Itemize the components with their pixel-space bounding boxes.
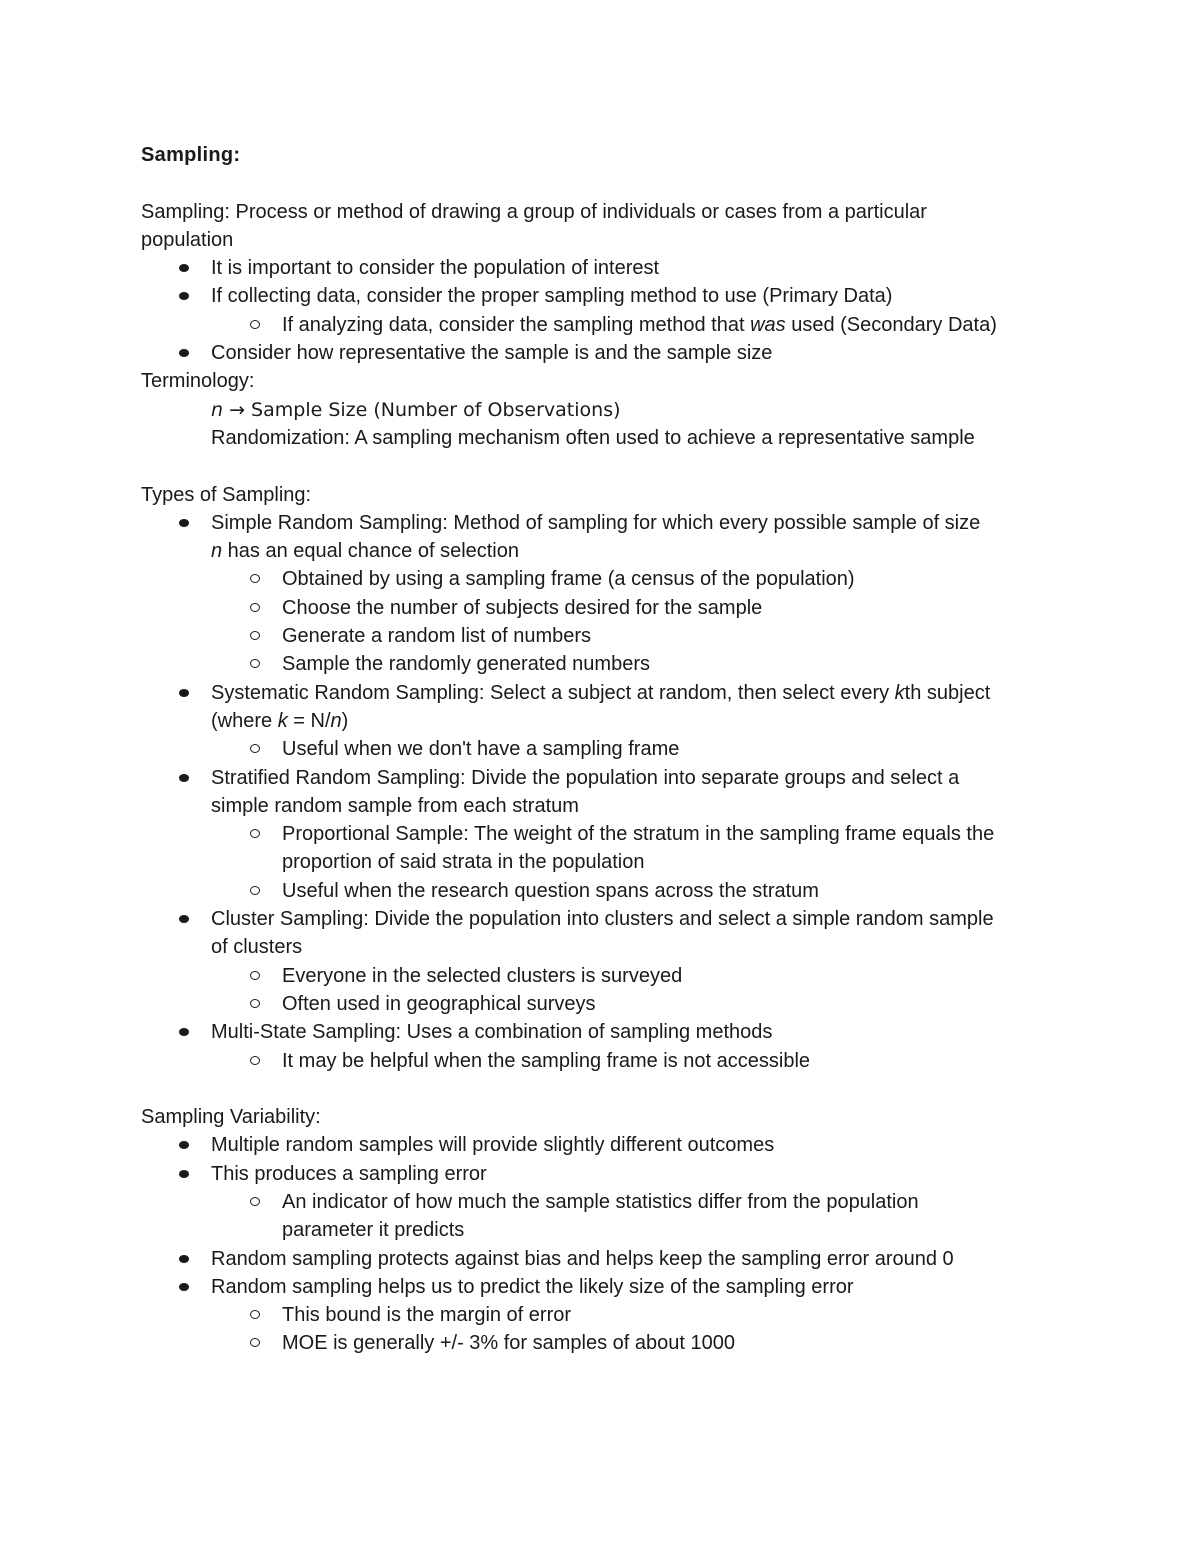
blank-line: [141, 1075, 1071, 1103]
bullet-icon: [179, 774, 189, 782]
sub-list-item: Often used in geographical surveys: [141, 990, 1071, 1018]
intro-definition-line-2: population: [141, 228, 234, 251]
sub-list-item: Proportional Sample: The weight of the stratum in the sampling frame equals the: [141, 820, 1071, 848]
bullet-icon: [179, 1255, 189, 1263]
bullet-icon: [179, 1028, 189, 1036]
sub-list-item: MOE is generally +/- 3% for samples of about 1000: [141, 1329, 1071, 1357]
sub-list-item: This bound is the margin of error: [141, 1301, 1071, 1329]
list-item: Simple Random Sampling: Method of sampling for which every possible sample of size: [141, 509, 1071, 537]
sub-list-item: Sample the randomly generated numbers: [141, 650, 1071, 678]
terminology-n: n → Sample Size (Number of Observations): [211, 398, 621, 421]
page-title: Sampling:: [141, 144, 241, 166]
bullet-icon: [179, 1141, 189, 1149]
list-item: Systematic Random Sampling: Select a subject at random, then select every kth subject: [141, 679, 1071, 707]
hollow-bullet-icon: [250, 603, 260, 612]
bullet-icon: [179, 519, 189, 527]
sub-list-item: Obtained by using a sampling frame (a census of the population): [141, 565, 1071, 593]
list-item: This produces a sampling error: [141, 1160, 1071, 1188]
sub-list-item: Useful when the research question spans across the stratum: [141, 877, 1071, 905]
terminology-randomization: Randomization: A sampling mechanism often used to achieve a representative sample: [211, 426, 975, 449]
types-heading: Types of Sampling:: [141, 483, 312, 506]
bullet-icon: [179, 349, 189, 357]
bullet-icon: [179, 689, 189, 697]
hollow-bullet-icon: [250, 659, 260, 668]
sub-list-item: It may be helpful when the sampling frame is not accessible: [141, 1047, 1071, 1075]
variability-heading: Sampling Variability:: [141, 1106, 321, 1129]
hollow-bullet-icon: [250, 1056, 260, 1065]
hollow-bullet-icon: [250, 829, 260, 838]
list-item: Multiple random samples will provide slightly different outcomes: [141, 1131, 1071, 1159]
list-item-continuation: (where k = N/n): [211, 709, 349, 732]
bullet-icon: [179, 915, 189, 923]
sub-list-item: An indicator of how much the sample statistics differ from the population: [141, 1188, 1071, 1216]
hollow-bullet-icon: [250, 320, 260, 329]
terminology-heading: Terminology:: [141, 370, 255, 393]
hollow-bullet-icon: [250, 574, 260, 583]
bullet-icon: [179, 1283, 189, 1291]
document-body: [141, 141, 1071, 1358]
list-item: Consider how representative the sample is and the sample size: [141, 339, 1071, 367]
list-item: Random sampling helps us to predict the likely size of the sampling error: [141, 1273, 1071, 1301]
sub-list-item: Useful when we don't have a sampling frame: [141, 735, 1071, 763]
hollow-bullet-icon: [250, 971, 260, 980]
list-item: It is important to consider the population of interest: [141, 254, 1071, 282]
bullet-icon: [179, 1170, 189, 1178]
sub-list-item-continuation: parameter it predicts: [282, 1219, 465, 1242]
sub-list-item: If analyzing data, consider the sampling method that was used (Secondary Data): [141, 311, 1071, 339]
blank-line: [141, 452, 1071, 480]
hollow-bullet-icon: [250, 1338, 260, 1347]
bullet-icon: [179, 292, 189, 300]
list-item: Multi-State Sampling: Uses a combination of sampling methods: [141, 1018, 1071, 1046]
hollow-bullet-icon: [250, 1197, 260, 1206]
hollow-bullet-icon: [250, 1310, 260, 1319]
sub-list-item: Everyone in the selected clusters is surveyed: [141, 962, 1071, 990]
blank-line: [141, 169, 1071, 197]
list-item: If collecting data, consider the proper sampling method to use (Primary Data): [141, 282, 1071, 310]
list-item: Random sampling protects against bias and helps keep the sampling error around 0: [141, 1245, 1071, 1273]
list-item-continuation: n has an equal chance of selection: [211, 540, 519, 563]
sub-list-item-continuation: proportion of said strata in the population: [282, 851, 645, 874]
hollow-bullet-icon: [250, 744, 260, 753]
list-item: Cluster Sampling: Divide the population into clusters and select a simple random sample: [141, 905, 1071, 933]
sub-list-item: Generate a random list of numbers: [141, 622, 1071, 650]
hollow-bullet-icon: [250, 886, 260, 895]
sub-list-item: Choose the number of subjects desired for the sample: [141, 594, 1071, 622]
intro-definition-line-1: Sampling: Process or method of drawing a group of individuals or cases from a particular: [141, 200, 927, 223]
bullet-icon: [179, 264, 189, 272]
list-item-continuation: of clusters: [211, 936, 303, 959]
hollow-bullet-icon: [250, 999, 260, 1008]
list-item-continuation: simple random sample from each stratum: [211, 794, 579, 817]
hollow-bullet-icon: [250, 631, 260, 640]
list-item: Stratified Random Sampling: Divide the population into separate groups and select a: [141, 764, 1071, 792]
